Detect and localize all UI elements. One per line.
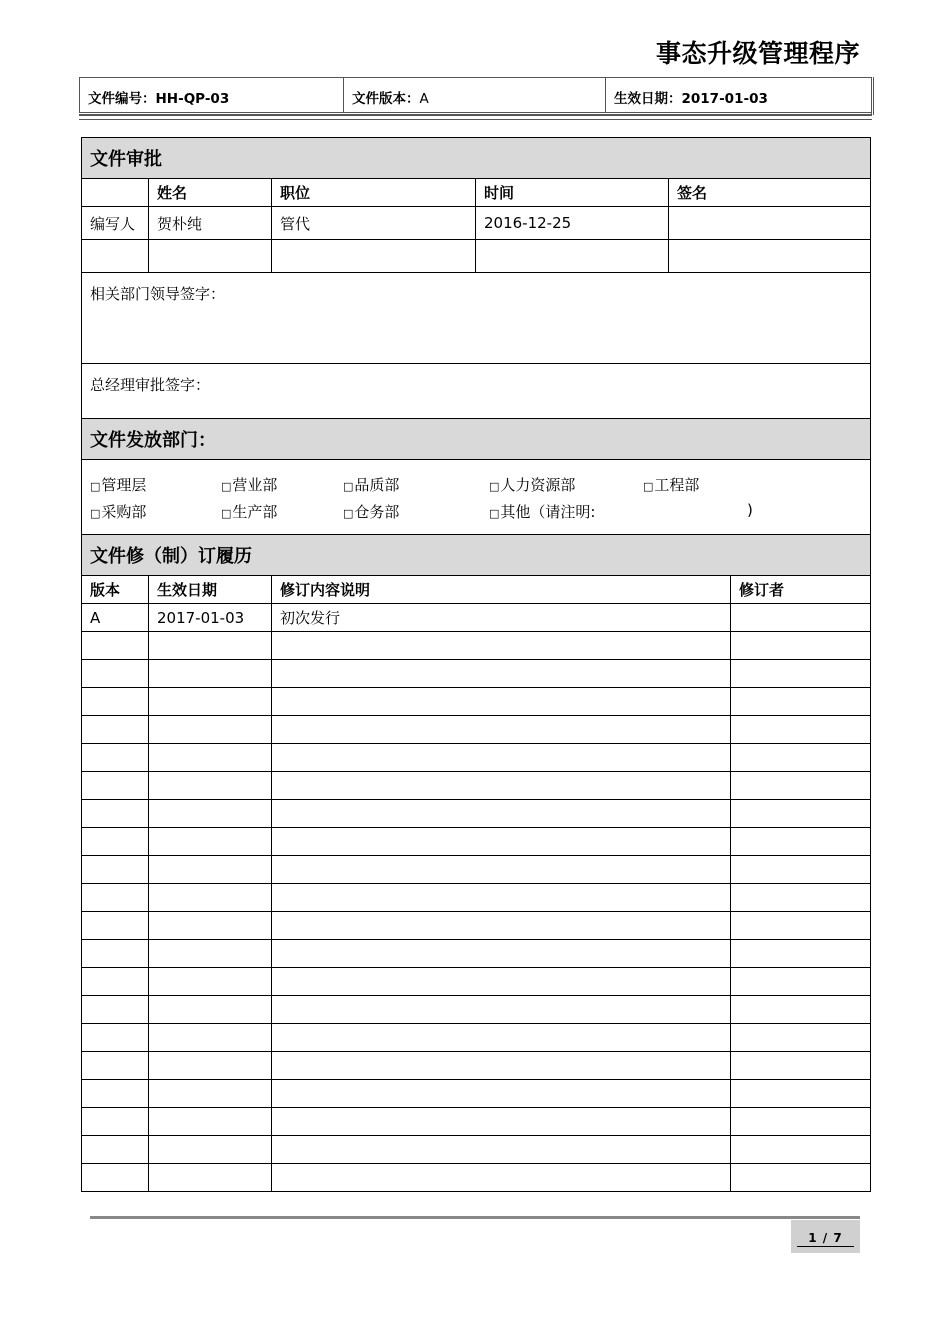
effective-date-label: 生效日期： — [614, 91, 682, 107]
revision-version-cell — [82, 912, 149, 940]
revision-description-cell — [272, 632, 731, 660]
revision-date-cell — [149, 1164, 272, 1192]
approval-position-cell: 管代 — [272, 207, 476, 240]
checkbox-icon: □ — [90, 507, 101, 520]
revision-version-cell — [82, 1052, 149, 1080]
revision-description-cell — [272, 1108, 731, 1136]
approval-name-cell: 贺朴纯 — [149, 207, 272, 240]
revision-date-cell — [149, 1108, 272, 1136]
revision-date-cell — [149, 1136, 272, 1164]
approval-section-header — [82, 138, 871, 179]
revision-date-cell — [149, 660, 272, 688]
version-label: 文件版本： — [352, 91, 420, 107]
revision-date-cell — [149, 856, 272, 884]
revision-date-cell — [149, 912, 272, 940]
revision-description-cell — [272, 1136, 731, 1164]
revision-description-cell — [272, 1052, 731, 1080]
revision-reviser-cell — [731, 856, 871, 884]
revision-reviser-cell — [731, 1136, 871, 1164]
checkbox-icon: □ — [343, 507, 354, 520]
revision-reviser-cell — [731, 604, 871, 632]
approval-col-time: 时间 — [476, 179, 669, 207]
dept-checkbox-hr[interactable]: □人力资源部 — [489, 476, 576, 494]
page-indicator: 1 / 7 — [797, 1231, 854, 1247]
revision-version-cell — [82, 1164, 149, 1192]
revision-empty-rows — [82, 632, 871, 1192]
revision-empty-row — [82, 632, 871, 660]
revision-description-cell — [272, 716, 731, 744]
revision-reviser-cell — [731, 660, 871, 688]
approval-col-name: 姓名 — [149, 179, 272, 207]
revision-empty-row — [82, 716, 871, 744]
revision-version-cell — [82, 1136, 149, 1164]
checkbox-icon: □ — [90, 480, 101, 493]
revision-description-cell — [272, 660, 731, 688]
revision-date-cell — [149, 940, 272, 968]
revision-description-cell — [272, 688, 731, 716]
revision-reviser-cell — [731, 912, 871, 940]
revision-date-cell — [149, 688, 272, 716]
revision-version-cell — [82, 856, 149, 884]
page-indicator-box — [791, 1220, 860, 1253]
revision-date-cell — [149, 772, 272, 800]
revision-version-cell — [82, 688, 149, 716]
dept-checkbox-purchasing[interactable]: □采购部 — [90, 503, 147, 521]
distribution-cell — [82, 460, 871, 535]
revision-reviser-cell — [731, 1080, 871, 1108]
dept-leader-sign-row — [82, 273, 871, 364]
checkbox-icon: □ — [221, 507, 232, 520]
revision-empty-row — [82, 1080, 871, 1108]
revision-reviser-cell — [731, 800, 871, 828]
approval-role-cell — [82, 240, 149, 273]
revision-version-cell — [82, 800, 149, 828]
revision-empty-row — [82, 1024, 871, 1052]
revision-version-cell — [82, 1024, 149, 1052]
revision-empty-row — [82, 912, 871, 940]
revision-date-cell — [149, 1052, 272, 1080]
revision-empty-row — [82, 828, 871, 856]
revision-empty-row — [82, 940, 871, 968]
revision-reviser-cell — [731, 1052, 871, 1080]
main-form-table — [81, 137, 871, 1192]
revision-reviser-cell — [731, 828, 871, 856]
revision-description-cell — [272, 856, 731, 884]
revision-reviser-cell — [731, 940, 871, 968]
revision-date-cell — [149, 632, 272, 660]
revision-version-cell — [82, 1080, 149, 1108]
revision-version-cell — [82, 940, 149, 968]
dept-leader-sign-label: 相关部门领导签字： — [82, 273, 871, 364]
revision-version-cell — [82, 828, 149, 856]
approval-role-cell: 编写人 — [82, 207, 149, 240]
checkbox-icon: □ — [221, 480, 232, 493]
effective-date-value: 2017-01-03 — [681, 91, 768, 107]
dept-checkbox-management[interactable]: □管理层 — [90, 476, 147, 494]
revision-section-title: 文件修（制）订履历 — [82, 535, 871, 576]
revision-reviser-cell — [731, 716, 871, 744]
revision-date-cell — [149, 716, 272, 744]
approval-signature-cell — [669, 207, 871, 240]
revision-column-header-row — [82, 576, 871, 604]
revision-version-cell — [82, 632, 149, 660]
revision-description-cell — [272, 940, 731, 968]
revision-reviser-cell — [731, 688, 871, 716]
footer-rule — [90, 1216, 860, 1219]
revision-reviser-cell — [731, 632, 871, 660]
revision-reviser-cell — [731, 884, 871, 912]
distribution-section-title: 文件发放部门： — [82, 419, 871, 460]
revision-col-reviser: 修订者 — [731, 576, 871, 604]
revision-description-cell — [272, 772, 731, 800]
revision-reviser-cell — [731, 744, 871, 772]
doc-number-cell — [80, 78, 344, 114]
distribution-row — [82, 460, 871, 535]
revision-empty-row — [82, 800, 871, 828]
approval-signature-cell — [669, 240, 871, 273]
approval-name-cell — [149, 240, 272, 273]
checkbox-icon: □ — [489, 480, 500, 493]
revision-date-cell — [149, 1024, 272, 1052]
revision-description-cell — [272, 996, 731, 1024]
revision-reviser-cell — [731, 1024, 871, 1052]
revision-empty-row — [82, 660, 871, 688]
revision-version-cell — [82, 772, 149, 800]
revision-row — [82, 604, 871, 632]
dept-checkbox-warehouse[interactable]: □仓务部 — [343, 503, 400, 521]
revision-description-cell — [272, 884, 731, 912]
approval-col-signature: 签名 — [669, 179, 871, 207]
revision-description-cell — [272, 828, 731, 856]
revision-col-description: 修订内容说明 — [272, 576, 731, 604]
revision-empty-row — [82, 688, 871, 716]
revision-empty-row — [82, 1052, 871, 1080]
dept-checkbox-quality[interactable]: □品质部 — [343, 476, 400, 494]
revision-date-cell — [149, 996, 272, 1024]
revision-reviser-cell — [731, 1108, 871, 1136]
approval-time-cell — [476, 240, 669, 273]
distribution-checkbox-grid — [90, 470, 862, 530]
document-info-table — [79, 77, 874, 115]
revision-description-cell — [272, 968, 731, 996]
revision-empty-row — [82, 1136, 871, 1164]
revision-empty-row — [82, 996, 871, 1024]
doc-number-value: HH-QP-03 — [155, 91, 230, 107]
revision-description-cell — [272, 1164, 731, 1192]
revision-empty-row — [82, 772, 871, 800]
version-value: A — [419, 91, 429, 107]
revision-description-cell — [272, 744, 731, 772]
revision-reviser-cell — [731, 996, 871, 1024]
revision-empty-row — [82, 968, 871, 996]
approval-column-header-row — [82, 179, 871, 207]
revision-section-header — [82, 535, 871, 576]
approval-row — [82, 207, 871, 240]
revision-version-cell — [82, 996, 149, 1024]
dept-checkbox-engineering[interactable]: □工程部 — [643, 476, 700, 494]
revision-reviser-cell — [731, 968, 871, 996]
revision-version-cell — [82, 660, 149, 688]
dept-checkbox-other[interactable]: □其他（请注明: — [489, 503, 596, 521]
revision-date-cell — [149, 800, 272, 828]
checkbox-icon: □ — [643, 480, 654, 493]
gm-sign-label: 总经理审批签字： — [82, 364, 871, 419]
revision-empty-row — [82, 1164, 871, 1192]
approval-position-cell — [272, 240, 476, 273]
header-double-rule — [79, 115, 872, 120]
revision-description-cell: 初次发行 — [272, 604, 731, 632]
revision-version-cell: A — [82, 604, 149, 632]
revision-date-cell: 2017-01-03 — [149, 604, 272, 632]
effective-date-cell — [606, 78, 873, 114]
checkbox-icon: □ — [489, 507, 500, 520]
revision-date-cell — [149, 828, 272, 856]
dept-checkbox-sales[interactable]: □营业部 — [221, 476, 278, 494]
revision-col-date: 生效日期 — [149, 576, 272, 604]
revision-date-cell — [149, 744, 272, 772]
revision-version-cell — [82, 968, 149, 996]
revision-date-cell — [149, 1080, 272, 1108]
revision-empty-row — [82, 744, 871, 772]
revision-reviser-cell — [731, 772, 871, 800]
revision-reviser-cell — [731, 1164, 871, 1192]
doc-number-label: 文件编号： — [88, 91, 156, 107]
document-title: 事态升级管理程序 — [655, 39, 860, 68]
revision-version-cell — [82, 884, 149, 912]
revision-version-cell — [82, 716, 149, 744]
revision-date-cell — [149, 884, 272, 912]
approval-col-position: 职位 — [272, 179, 476, 207]
gm-sign-row — [82, 364, 871, 419]
dept-other-close-paren: ) — [747, 501, 753, 519]
approval-section-title: 文件审批 — [82, 138, 871, 179]
revision-description-cell — [272, 800, 731, 828]
document-info-row — [80, 78, 873, 114]
revision-version-cell — [82, 1108, 149, 1136]
distribution-section-header — [82, 419, 871, 460]
dept-checkbox-production[interactable]: □生产部 — [221, 503, 278, 521]
revision-empty-row — [82, 1108, 871, 1136]
revision-date-cell — [149, 968, 272, 996]
revision-description-cell — [272, 912, 731, 940]
revision-version-cell — [82, 744, 149, 772]
version-cell — [344, 78, 606, 114]
revision-empty-row — [82, 856, 871, 884]
revision-empty-row — [82, 884, 871, 912]
revision-col-version: 版本 — [82, 576, 149, 604]
revision-description-cell — [272, 1024, 731, 1052]
checkbox-icon: □ — [343, 480, 354, 493]
approval-row — [82, 240, 871, 273]
revision-description-cell — [272, 1080, 731, 1108]
approval-role-header — [82, 179, 149, 207]
approval-time-cell: 2016-12-25 — [476, 207, 669, 240]
